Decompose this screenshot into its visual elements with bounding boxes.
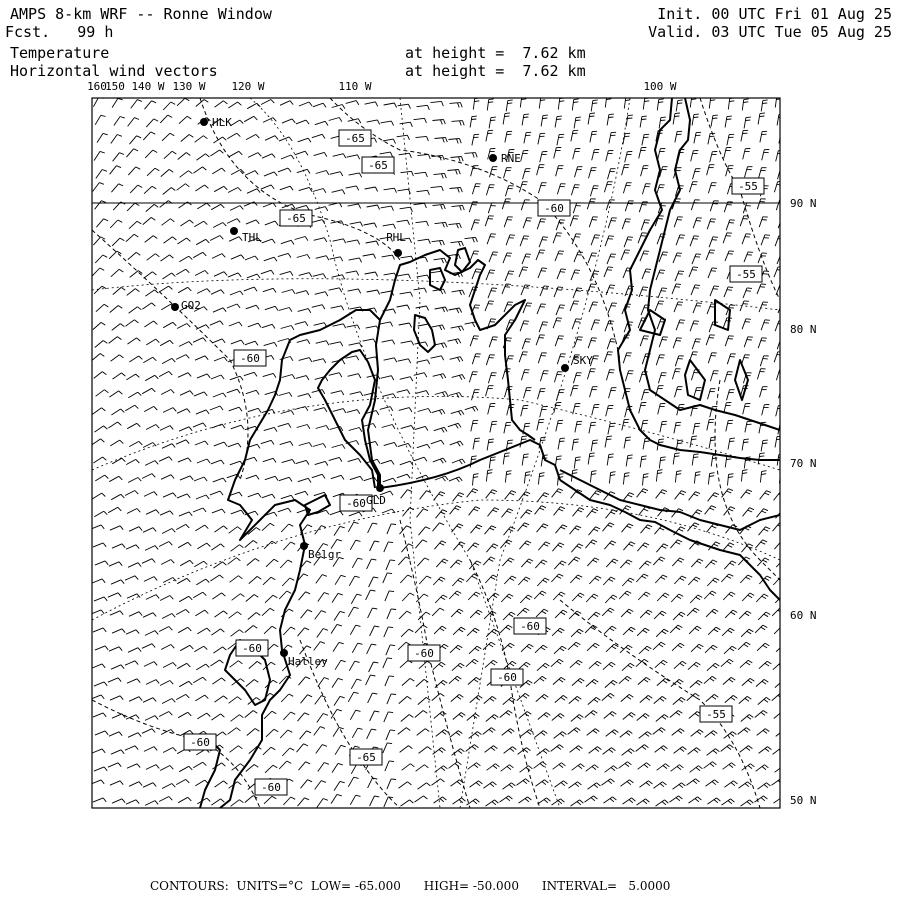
lon-label: 130 W xyxy=(172,80,206,93)
contour-label xyxy=(255,779,287,795)
contour-label xyxy=(408,645,440,661)
svg-text:-55: -55 xyxy=(738,180,758,193)
init-time: Init. 00 UTC Fri 01 Aug 25 xyxy=(657,5,892,23)
svg-text:-60: -60 xyxy=(242,642,262,655)
svg-text:RNE: RNE xyxy=(501,152,521,165)
svg-text:GLD: GLD xyxy=(366,494,386,507)
lat-label: 80 N xyxy=(790,323,817,336)
field1-level: at height = 7.62 km xyxy=(405,44,586,62)
svg-text:GO2: GO2 xyxy=(181,299,201,312)
station-halley xyxy=(280,649,328,668)
station-thl xyxy=(230,227,262,244)
field2-level: at height = 7.62 km xyxy=(405,62,586,80)
contour-label xyxy=(234,350,266,366)
svg-text:-65: -65 xyxy=(356,751,376,764)
contour-label xyxy=(236,640,268,656)
svg-text:THL: THL xyxy=(242,231,262,244)
lat-label: 60 N xyxy=(790,609,817,622)
svg-text:-55: -55 xyxy=(736,268,756,281)
svg-text:-60: -60 xyxy=(240,352,260,365)
svg-text:-65: -65 xyxy=(345,132,365,145)
contour-label xyxy=(184,734,216,750)
station-phl xyxy=(386,231,406,257)
lon-label: 140 W xyxy=(131,80,165,93)
station-sky xyxy=(561,354,593,372)
station-rne xyxy=(489,152,521,165)
svg-text:-60: -60 xyxy=(520,620,540,633)
svg-text:Halley: Halley xyxy=(288,655,328,668)
svg-text:HLK: HLK xyxy=(212,116,232,129)
lon-label: 160 xyxy=(87,80,107,93)
lat-label: 70 N xyxy=(790,457,817,470)
field1-name: Temperature xyxy=(10,44,110,62)
contour-label xyxy=(350,749,382,765)
contour-label xyxy=(280,210,312,226)
field2-name: Horizontal wind vectors xyxy=(10,62,218,80)
svg-text:PHL: PHL xyxy=(386,231,406,244)
svg-text:-60: -60 xyxy=(544,202,564,215)
lon-label: 100 W xyxy=(643,80,677,93)
forecast-hour: Fcst. 99 h xyxy=(5,23,114,41)
station-belgr xyxy=(300,542,341,561)
contour-label xyxy=(491,669,523,685)
valid-time: Valid. 03 UTC Tue 05 Aug 25 xyxy=(648,23,892,41)
contour-info: CONTOURS: UNITS=°C LOW= -65.000 HIGH= -50.000 INTERVAL= 5.0000 xyxy=(150,879,671,893)
contour-label xyxy=(700,706,732,722)
lon-label: 110 W xyxy=(338,80,372,93)
lat-label: 90 N xyxy=(790,197,817,210)
contour-label xyxy=(362,157,394,173)
lon-label: 120 W xyxy=(231,80,265,93)
svg-text:SKY: SKY xyxy=(573,354,593,367)
contour-label xyxy=(538,200,570,216)
contour-label xyxy=(514,618,546,634)
longitude-labels xyxy=(87,80,677,93)
station-markers xyxy=(171,116,593,668)
svg-text:-60: -60 xyxy=(497,671,517,684)
svg-text:-65: -65 xyxy=(286,212,306,225)
lat-label: 50 N xyxy=(790,794,817,807)
svg-text:-60: -60 xyxy=(414,647,434,660)
svg-text:-65: -65 xyxy=(368,159,388,172)
map-title: AMPS 8-km WRF -- Ronne Window xyxy=(10,5,272,23)
svg-text:-60: -60 xyxy=(346,497,366,510)
latitude-labels xyxy=(790,197,817,807)
svg-text:-55: -55 xyxy=(706,708,726,721)
contour-label xyxy=(730,266,762,282)
svg-text:Belgr: Belgr xyxy=(308,548,342,561)
station-go2 xyxy=(171,299,201,312)
svg-text:-60: -60 xyxy=(261,781,281,794)
contour-label xyxy=(339,130,371,146)
svg-text:-60: -60 xyxy=(190,736,210,749)
lon-label: 150 xyxy=(105,80,125,93)
contour-label xyxy=(732,178,764,194)
station-gld xyxy=(366,484,386,507)
station-hlk xyxy=(200,116,232,129)
